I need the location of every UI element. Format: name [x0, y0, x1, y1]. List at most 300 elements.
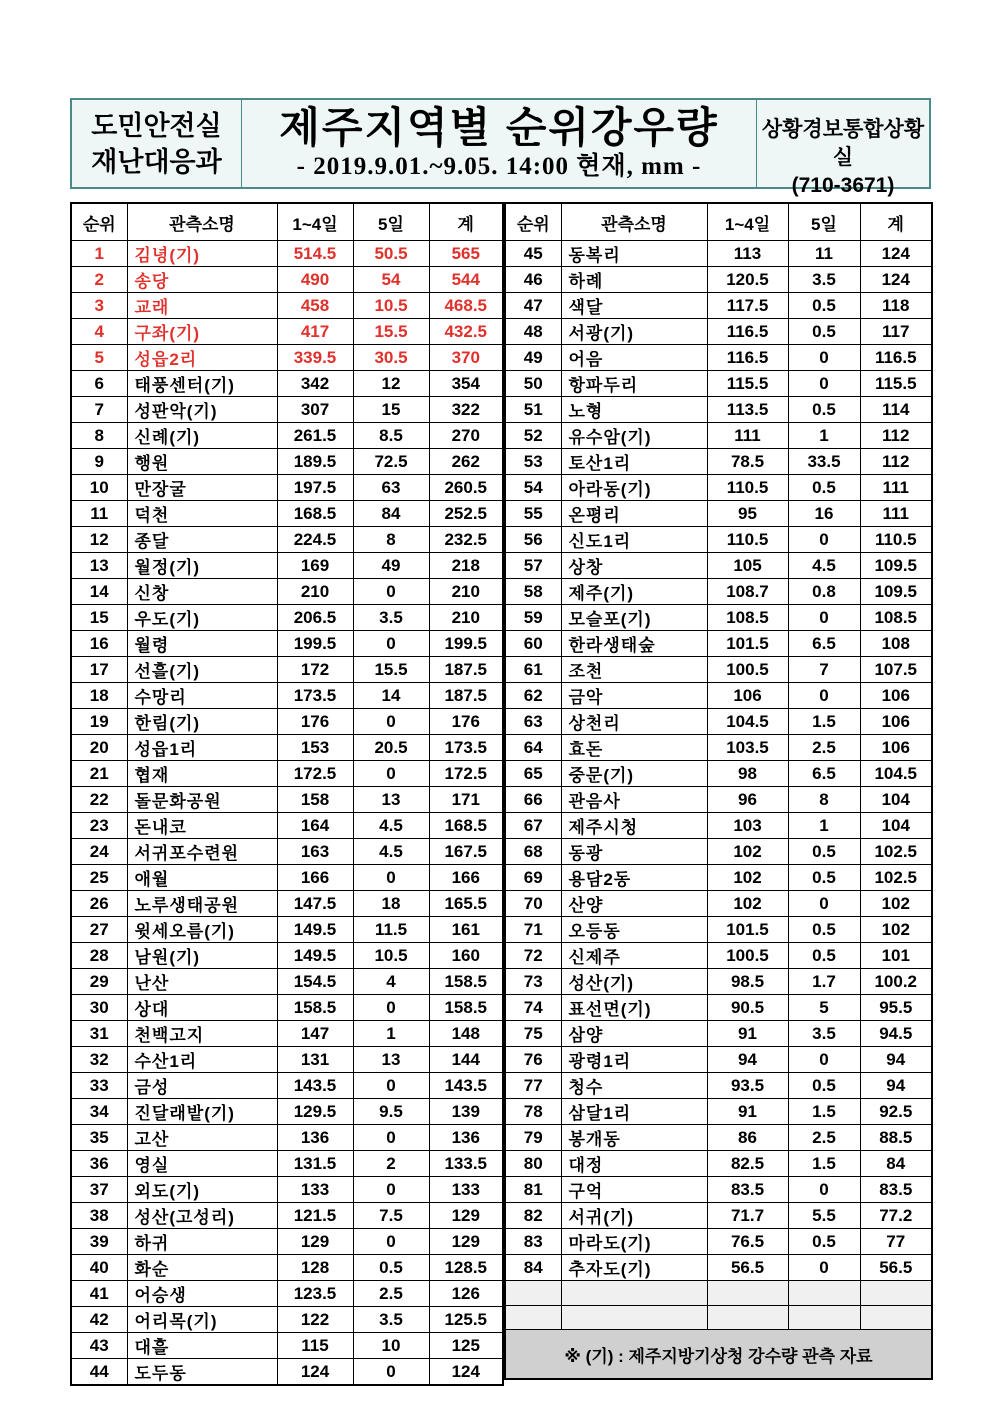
cell-station: 종달: [127, 527, 277, 553]
cell-day5: 2.5: [788, 1125, 860, 1151]
cell-days1-4: 206.5: [277, 605, 353, 631]
cell-total: 232.5: [429, 527, 503, 553]
cell-station: 온평리: [561, 501, 707, 527]
cell-station: 대흘: [127, 1333, 277, 1359]
cell-total: 104: [860, 787, 932, 813]
table-header-row: [505, 203, 932, 241]
table-row: [71, 1203, 503, 1229]
table-row: [505, 943, 932, 969]
cell-days1-4: 102: [707, 839, 788, 865]
table-row: [505, 761, 932, 787]
table-row: [71, 865, 503, 891]
cell-station: 수망리: [127, 683, 277, 709]
cell-days1-4: 163: [277, 839, 353, 865]
table-row: [71, 293, 503, 319]
cell-day5: 0.5: [788, 839, 860, 865]
table-row: [71, 1073, 503, 1099]
cell-days1-4: 111: [707, 423, 788, 449]
cell-day5: 4.5: [353, 839, 429, 865]
blank-cell: [860, 1305, 932, 1330]
table-row: [71, 501, 503, 527]
cell-day5: 0.8: [788, 579, 860, 605]
cell-station: 성읍1리: [127, 735, 277, 761]
table-row: [71, 761, 503, 787]
blank-row: [505, 1281, 932, 1306]
cell-day5: 0: [353, 1229, 429, 1255]
cell-station: 애월: [127, 865, 277, 891]
cell-rank: 34: [71, 1099, 127, 1125]
table-row: [71, 735, 503, 761]
cell-day5: 2.5: [788, 735, 860, 761]
department-line-2: 재난대응과: [91, 147, 222, 177]
cell-station: 산양: [561, 891, 707, 917]
cell-total: 160: [429, 943, 503, 969]
cell-total: 262: [429, 449, 503, 475]
cell-station: 관음사: [561, 787, 707, 813]
cell-rank: 64: [505, 735, 561, 761]
cell-rank: 49: [505, 345, 561, 371]
cell-station: 돈내코: [127, 813, 277, 839]
cell-days1-4: 98.5: [707, 969, 788, 995]
cell-rank: 3: [71, 293, 127, 319]
cell-total: 126: [429, 1281, 503, 1307]
cell-days1-4: 101.5: [707, 631, 788, 657]
cell-station: 금악: [561, 683, 707, 709]
cell-day5: 15.5: [353, 657, 429, 683]
cell-day5: 5.5: [788, 1203, 860, 1229]
cell-total: 102.5: [860, 839, 932, 865]
cell-days1-4: 123.5: [277, 1281, 353, 1307]
cell-days1-4: 199.5: [277, 631, 353, 657]
blank-cell: [788, 1281, 860, 1306]
table-row: [505, 865, 932, 891]
cell-rank: 37: [71, 1177, 127, 1203]
cell-rank: 27: [71, 917, 127, 943]
cell-station: 상창: [561, 553, 707, 579]
cell-station: 남원(기): [127, 943, 277, 969]
cell-station: 교래: [127, 293, 277, 319]
cell-station: 오등동: [561, 917, 707, 943]
rainfall-table-left: [70, 202, 504, 1386]
page-title: 제주지역별 순위강우량: [279, 104, 719, 151]
cell-day5: 0: [353, 995, 429, 1021]
table-row: [71, 1125, 503, 1151]
table-row: [505, 293, 932, 319]
col-total: 계: [429, 203, 503, 241]
cell-day5: 20.5: [353, 735, 429, 761]
table-row: [505, 1203, 932, 1229]
cell-days1-4: 158.5: [277, 995, 353, 1021]
cell-rank: 40: [71, 1255, 127, 1281]
cell-days1-4: 166: [277, 865, 353, 891]
table-row: [71, 943, 503, 969]
col-days1-4: 1~4일: [277, 203, 353, 241]
cell-rank: 44: [71, 1359, 127, 1386]
cell-rank: 84: [505, 1255, 561, 1281]
cell-day5: 1: [788, 423, 860, 449]
cell-station: 봉개동: [561, 1125, 707, 1151]
cell-rank: 63: [505, 709, 561, 735]
col-day5: 5일: [788, 203, 860, 241]
cell-rank: 72: [505, 943, 561, 969]
cell-days1-4: 176: [277, 709, 353, 735]
cell-days1-4: 136: [277, 1125, 353, 1151]
cell-day5: 12: [353, 371, 429, 397]
cell-rank: 17: [71, 657, 127, 683]
cell-rank: 82: [505, 1203, 561, 1229]
cell-station: 신도1리: [561, 527, 707, 553]
cell-day5: 7.5: [353, 1203, 429, 1229]
table-row: [505, 605, 932, 631]
cell-days1-4: 116.5: [707, 319, 788, 345]
cell-day5: 0: [353, 1125, 429, 1151]
cell-day5: 30.5: [353, 345, 429, 371]
cell-day5: 0: [788, 1255, 860, 1281]
table-row: [505, 969, 932, 995]
cell-day5: 0.5: [788, 319, 860, 345]
table-row: [71, 1307, 503, 1333]
cell-total: 77.2: [860, 1203, 932, 1229]
cell-days1-4: 115: [277, 1333, 353, 1359]
cell-rank: 73: [505, 969, 561, 995]
report-header: [70, 98, 931, 197]
cell-rank: 22: [71, 787, 127, 813]
cell-day5: 8.5: [353, 423, 429, 449]
cell-station: 우도(기): [127, 605, 277, 631]
cell-total: 161: [429, 917, 503, 943]
cell-station: 만장굴: [127, 475, 277, 501]
cell-total: 101: [860, 943, 932, 969]
cell-total: 84: [860, 1151, 932, 1177]
cell-day5: 1: [353, 1021, 429, 1047]
blank-cell: [561, 1281, 707, 1306]
cell-day5: 1.7: [788, 969, 860, 995]
cell-rank: 29: [71, 969, 127, 995]
col-station: 관측소명: [561, 203, 707, 241]
cell-total: 109.5: [860, 553, 932, 579]
table-row: [71, 345, 503, 371]
cell-total: 270: [429, 423, 503, 449]
cell-rank: 33: [71, 1073, 127, 1099]
cell-station: 한림(기): [127, 709, 277, 735]
cell-total: 124: [860, 241, 932, 267]
table-row: [505, 995, 932, 1021]
cell-station: 구억: [561, 1177, 707, 1203]
table-row: [71, 527, 503, 553]
cell-days1-4: 149.5: [277, 943, 353, 969]
cell-station: 천백고지: [127, 1021, 277, 1047]
cell-total: 143.5: [429, 1073, 503, 1099]
cell-days1-4: 115.5: [707, 371, 788, 397]
cell-days1-4: 113.5: [707, 397, 788, 423]
col-total: 계: [860, 203, 932, 241]
cell-station: 서귀(기): [561, 1203, 707, 1229]
cell-total: 187.5: [429, 657, 503, 683]
cell-total: 56.5: [860, 1255, 932, 1281]
cell-days1-4: 122: [277, 1307, 353, 1333]
cell-total: 83.5: [860, 1177, 932, 1203]
cell-day5: 0: [788, 1177, 860, 1203]
cell-total: 432.5: [429, 319, 503, 345]
rainfall-table-right: [504, 202, 933, 1380]
cell-rank: 19: [71, 709, 127, 735]
cell-days1-4: 514.5: [277, 241, 353, 267]
cell-days1-4: 104.5: [707, 709, 788, 735]
cell-days1-4: 83.5: [707, 1177, 788, 1203]
cell-rank: 39: [71, 1229, 127, 1255]
department-block: [72, 100, 242, 187]
cell-day5: 9.5: [353, 1099, 429, 1125]
table-row: [505, 241, 932, 267]
cell-total: 210: [429, 579, 503, 605]
office-block: [757, 100, 929, 197]
cell-rank: 60: [505, 631, 561, 657]
department-line-1: 도민안전실: [91, 111, 222, 141]
cell-station: 구좌(기): [127, 319, 277, 345]
cell-rank: 32: [71, 1047, 127, 1073]
cell-total: 354: [429, 371, 503, 397]
cell-day5: 10: [353, 1333, 429, 1359]
cell-day5: 0: [788, 1047, 860, 1073]
cell-station: 진달래밭(기): [127, 1099, 277, 1125]
cell-day5: 3.5: [353, 1307, 429, 1333]
cell-rank: 52: [505, 423, 561, 449]
cell-day5: 54: [353, 267, 429, 293]
cell-days1-4: 82.5: [707, 1151, 788, 1177]
cell-rank: 35: [71, 1125, 127, 1151]
cell-total: 111: [860, 475, 932, 501]
cell-total: 110.5: [860, 527, 932, 553]
table-row: [505, 371, 932, 397]
cell-day5: 0: [353, 865, 429, 891]
cell-days1-4: 128: [277, 1255, 353, 1281]
cell-day5: 8: [788, 787, 860, 813]
cell-day5: 2.5: [353, 1281, 429, 1307]
table-row: [505, 1229, 932, 1255]
table-row: [505, 1177, 932, 1203]
cell-total: 102.5: [860, 865, 932, 891]
cell-day5: 0.5: [788, 475, 860, 501]
cell-station: 동광: [561, 839, 707, 865]
cell-total: 124: [429, 1359, 503, 1386]
cell-total: 108.5: [860, 605, 932, 631]
table-row: [505, 1021, 932, 1047]
cell-day5: 33.5: [788, 449, 860, 475]
cell-rank: 16: [71, 631, 127, 657]
cell-rank: 4: [71, 319, 127, 345]
cell-days1-4: 210: [277, 579, 353, 605]
cell-total: 468.5: [429, 293, 503, 319]
cell-total: 94.5: [860, 1021, 932, 1047]
cell-station: 제주(기): [561, 579, 707, 605]
cell-days1-4: 94: [707, 1047, 788, 1073]
cell-rank: 81: [505, 1177, 561, 1203]
cell-day5: 1.5: [788, 1099, 860, 1125]
cell-station: 모슬포(기): [561, 605, 707, 631]
cell-days1-4: 458: [277, 293, 353, 319]
cell-station: 상천리: [561, 709, 707, 735]
cell-days1-4: 261.5: [277, 423, 353, 449]
cell-rank: 83: [505, 1229, 561, 1255]
cell-days1-4: 172: [277, 657, 353, 683]
cell-day5: 0: [353, 631, 429, 657]
cell-days1-4: 56.5: [707, 1255, 788, 1281]
cell-days1-4: 108.7: [707, 579, 788, 605]
cell-rank: 78: [505, 1099, 561, 1125]
cell-station: 협재: [127, 761, 277, 787]
cell-total: 125.5: [429, 1307, 503, 1333]
cell-days1-4: 116.5: [707, 345, 788, 371]
cell-days1-4: 78.5: [707, 449, 788, 475]
cell-rank: 56: [505, 527, 561, 553]
cell-station: 어음: [561, 345, 707, 371]
cell-day5: 16: [788, 501, 860, 527]
cell-total: 94: [860, 1073, 932, 1099]
table-row: [71, 631, 503, 657]
cell-days1-4: 90.5: [707, 995, 788, 1021]
cell-rank: 11: [71, 501, 127, 527]
cell-rank: 38: [71, 1203, 127, 1229]
cell-rank: 65: [505, 761, 561, 787]
cell-rank: 8: [71, 423, 127, 449]
cell-day5: 72.5: [353, 449, 429, 475]
cell-days1-4: 96: [707, 787, 788, 813]
table-row: [505, 1047, 932, 1073]
cell-day5: 0.5: [353, 1255, 429, 1281]
cell-total: 133: [429, 1177, 503, 1203]
cell-total: 544: [429, 267, 503, 293]
cell-rank: 10: [71, 475, 127, 501]
cell-days1-4: 103.5: [707, 735, 788, 761]
table-row: [505, 501, 932, 527]
table-row: [71, 449, 503, 475]
cell-station: 화순: [127, 1255, 277, 1281]
cell-days1-4: 169: [277, 553, 353, 579]
cell-total: 112: [860, 449, 932, 475]
cell-day5: 0: [353, 1177, 429, 1203]
cell-rank: 12: [71, 527, 127, 553]
cell-day5: 0: [788, 891, 860, 917]
cell-day5: 10.5: [353, 943, 429, 969]
cell-total: 118: [860, 293, 932, 319]
cell-day5: 0: [788, 345, 860, 371]
cell-station: 성읍2리: [127, 345, 277, 371]
cell-days1-4: 76.5: [707, 1229, 788, 1255]
cell-days1-4: 342: [277, 371, 353, 397]
cell-station: 삼양: [561, 1021, 707, 1047]
table-row: [505, 475, 932, 501]
table-row: [505, 891, 932, 917]
cell-day5: 0: [353, 579, 429, 605]
table-row: [505, 839, 932, 865]
cell-total: 106: [860, 735, 932, 761]
cell-day5: 0: [788, 683, 860, 709]
cell-day5: 13: [353, 787, 429, 813]
cell-days1-4: 103: [707, 813, 788, 839]
cell-total: 106: [860, 709, 932, 735]
table-row: [505, 579, 932, 605]
cell-station: 행원: [127, 449, 277, 475]
table-row: [505, 709, 932, 735]
cell-rank: 48: [505, 319, 561, 345]
table-row: [71, 969, 503, 995]
cell-station: 도두동: [127, 1359, 277, 1386]
blank-cell: [561, 1305, 707, 1330]
table-row: [71, 475, 503, 501]
cell-day5: 4.5: [788, 553, 860, 579]
cell-rank: 69: [505, 865, 561, 891]
cell-total: 187.5: [429, 683, 503, 709]
cell-rank: 14: [71, 579, 127, 605]
cell-rank: 15: [71, 605, 127, 631]
cell-total: 104: [860, 813, 932, 839]
table-row: [71, 891, 503, 917]
cell-day5: 8: [353, 527, 429, 553]
cell-total: 139: [429, 1099, 503, 1125]
cell-day5: 1: [788, 813, 860, 839]
cell-total: 210: [429, 605, 503, 631]
cell-day5: 0.5: [788, 917, 860, 943]
col-station: 관측소명: [127, 203, 277, 241]
table-row: [505, 787, 932, 813]
cell-day5: 0.5: [788, 1073, 860, 1099]
cell-rank: 80: [505, 1151, 561, 1177]
cell-days1-4: 91: [707, 1021, 788, 1047]
cell-days1-4: 95: [707, 501, 788, 527]
cell-day5: 14: [353, 683, 429, 709]
table-row: [505, 657, 932, 683]
cell-station: 월령: [127, 631, 277, 657]
table-row: [71, 657, 503, 683]
cell-total: 565: [429, 241, 503, 267]
cell-rank: 28: [71, 943, 127, 969]
footnote-row: [505, 1330, 932, 1380]
cell-rank: 70: [505, 891, 561, 917]
cell-rank: 74: [505, 995, 561, 1021]
cell-day5: 11.5: [353, 917, 429, 943]
cell-total: 102: [860, 917, 932, 943]
cell-day5: 6.5: [788, 631, 860, 657]
table-row: [71, 605, 503, 631]
cell-station: 효돈: [561, 735, 707, 761]
cell-rank: 26: [71, 891, 127, 917]
table-row: [71, 839, 503, 865]
cell-rank: 41: [71, 1281, 127, 1307]
cell-station: 용담2동: [561, 865, 707, 891]
cell-station: 노루생태공원: [127, 891, 277, 917]
cell-days1-4: 131.5: [277, 1151, 353, 1177]
table-row: [71, 371, 503, 397]
cell-days1-4: 110.5: [707, 527, 788, 553]
cell-days1-4: 102: [707, 865, 788, 891]
cell-day5: 0: [353, 709, 429, 735]
table-row: [71, 995, 503, 1021]
table-header-row: [71, 203, 503, 241]
cell-station: 조천: [561, 657, 707, 683]
cell-station: 서귀포수련원: [127, 839, 277, 865]
cell-rank: 59: [505, 605, 561, 631]
cell-total: 260.5: [429, 475, 503, 501]
cell-total: 144: [429, 1047, 503, 1073]
table-row: [71, 787, 503, 813]
cell-total: 111: [860, 501, 932, 527]
cell-rank: 75: [505, 1021, 561, 1047]
table-row: [505, 813, 932, 839]
cell-day5: 2: [353, 1151, 429, 1177]
cell-days1-4: 93.5: [707, 1073, 788, 1099]
cell-station: 청수: [561, 1073, 707, 1099]
cell-total: 116.5: [860, 345, 932, 371]
